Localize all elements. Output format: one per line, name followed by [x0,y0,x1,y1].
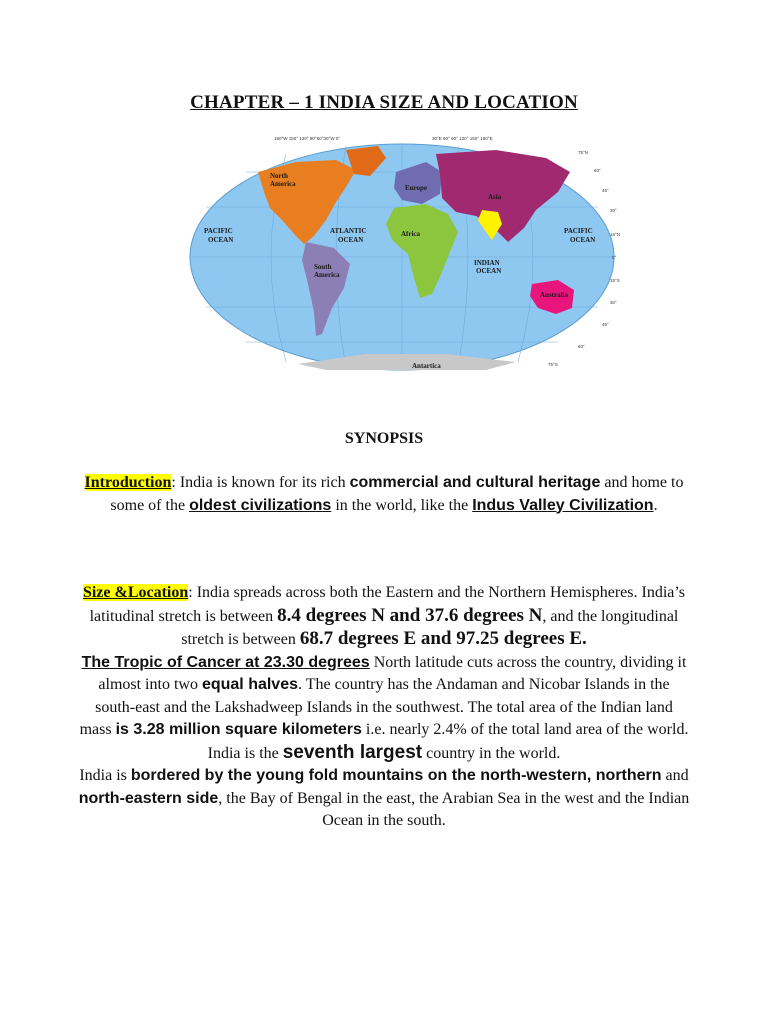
text: : India is known for its rich [171,474,350,491]
longitude-labels-right: 30°E 60° 90° 120° 150° 180°E [432,136,493,141]
tropic-heading: The Tropic of Cancer at 23.30 degrees [81,653,370,671]
label-pacific-right-2: OCEAN [570,236,596,244]
introduction-label: Introduction [84,474,172,491]
label-africa: Africa [401,230,421,238]
synopsis-heading: SYNOPSIS [344,430,424,447]
latitude-label: 30° [610,208,617,213]
size-location-paragraph [78,582,690,833]
text: , the Bay of Bengal in the east, the Arabian Sea in the west and the Indian Ocean in the south. [218,789,690,829]
latitude-label: 45° [602,322,609,327]
text: in the world, like the [331,496,473,514]
large-bold-text: 68.7 degrees E and 97.25 degrees E. [299,628,587,649]
page-title: CHAPTER – 1 INDIA SIZE AND LOCATION [190,92,578,113]
world-map [186,132,621,378]
latitude-label: 45° [602,188,609,193]
label-australia: Australia [540,291,568,299]
text: India is [79,767,131,784]
longitude-labels-left: 160°W 150° 120° 90°60°30°W 0° [274,136,341,141]
label-north-america-1: North [270,172,288,180]
text: , and the longitudinal stretch is between [181,607,679,648]
large-bold-text: seventh largest [282,741,423,763]
label-asia: Asia [488,193,502,201]
bold-text: oldest civilizations [189,496,332,514]
label-europe: Europe [405,184,428,192]
label-north-america-2: America [270,180,296,188]
text: and [661,767,689,784]
text: and home to some of the [110,474,684,514]
bold-text: equal halves [201,676,298,693]
latitude-label: 15°S [610,278,620,283]
bold-text: north-eastern side [78,789,219,807]
text: . [653,496,658,514]
label-atlantic-2: OCEAN [338,236,364,244]
label-indian-2: OCEAN [476,267,502,275]
label-atlantic-1: ATLANTIC [330,227,367,235]
label-south-america-1: South [314,263,332,271]
size-location-label: Size &Location [82,584,189,601]
text: . The country has the Andaman and Nicobar Islands in the south-east and the Lakshadweep Islands in the southwest. The total area of the Indian land mass [79,676,673,738]
label-antarctica: Antartica [412,362,441,370]
label-south-america-2: America [314,271,340,279]
text: : India spreads across both the Eastern and the Northern [188,584,550,601]
latitude-label: 60° [594,168,601,173]
text: country in the world. [422,744,561,762]
latitude-label: 30° [610,300,617,305]
text: i.e. nearly 2.4% of the total land area of the world. India is the [207,721,689,762]
label-pacific-left-1: PACIFIC [204,227,233,235]
latitude-label: 0° [612,255,617,260]
latitude-label: 75°N [578,150,589,155]
bold-text: Indus Valley Civilization [472,496,654,514]
latitude-label: 15°N [610,232,621,237]
bold-text: is 3.28 million square kilometers [115,721,362,738]
label-pacific-right-1: PACIFIC [564,227,593,235]
label-indian-1: INDIAN [474,259,500,267]
large-bold-text: 8.4 degrees N and 37.6 degrees N [277,604,543,626]
text: Hemispheres. India’s latitudinal stretch is between [89,584,686,625]
introduction-paragraph [78,472,690,517]
bold-text: commercial and cultural heritage [349,474,601,491]
latitude-label: 75°S [548,362,558,367]
label-pacific-left-2: OCEAN [208,236,234,244]
bold-text: bordered by the young fold mountains on the north-western, northern [130,767,662,784]
text: North latitude cuts across the country, dividing it almost into two [98,653,687,693]
latitude-label: 60° [578,344,585,349]
